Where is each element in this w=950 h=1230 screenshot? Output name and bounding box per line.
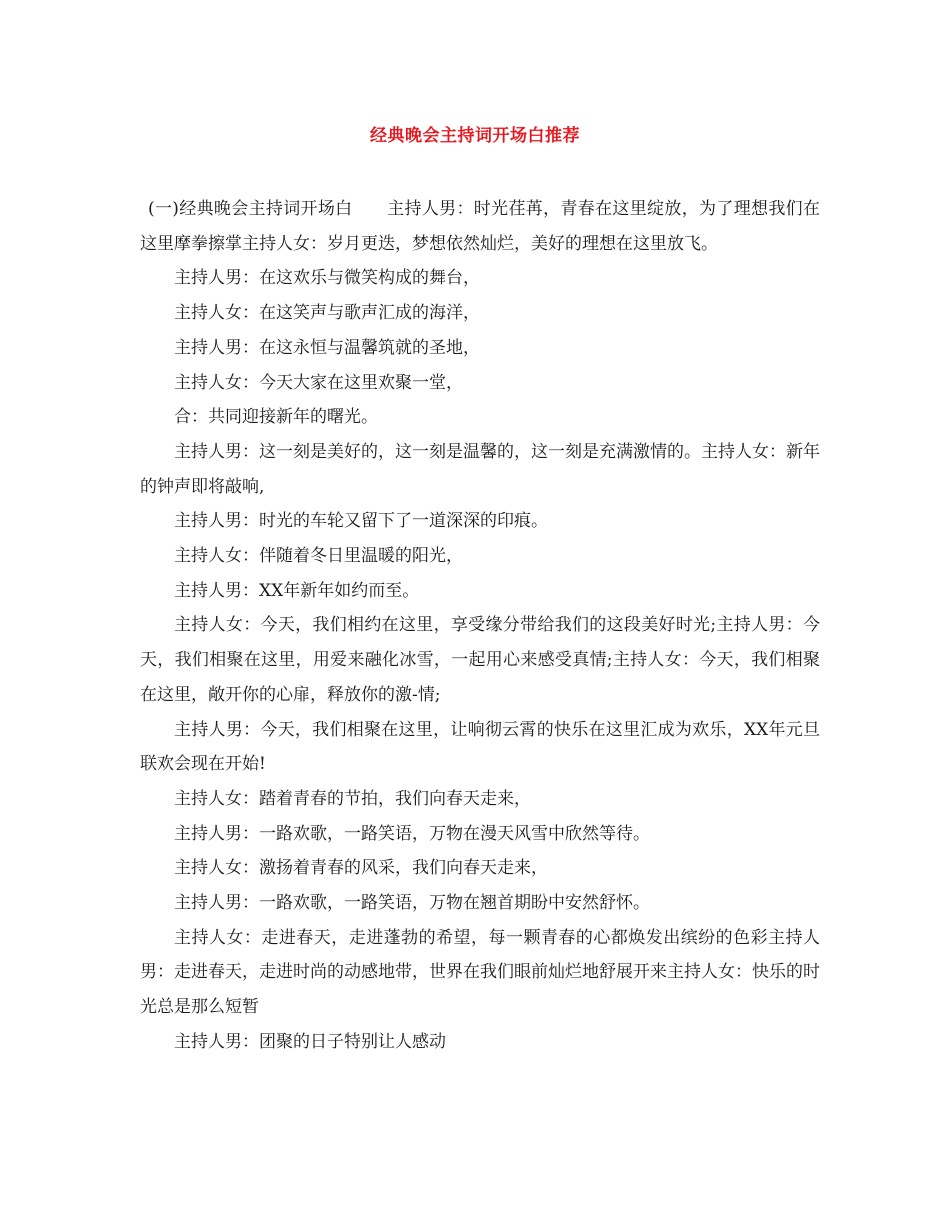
paragraph: 主持人男：在这永恒与温馨筑就的圣地， <box>174 337 480 358</box>
paragraph: 主持人女：伴随着冬日里温暖的阳光， <box>174 546 463 567</box>
paragraph: 主持人男：XX年新年如约而至。 <box>174 580 420 601</box>
paragraph: 主持人男：时光的车轮又留下了一道深深的印痕。 <box>174 511 548 532</box>
paragraph: 主持人女：走进春天，走进蓬勃的希望，每一颗青春的心都焕发出缤纷的色彩主持人男：走进春天，走进时尚的动感地带，世界在我们眼前灿烂地舒展开来主持人女：快乐的时光总是那么短暂 <box>140 927 820 1018</box>
paragraph: 主持人男：今天，我们相聚在这里，让响彻云霄的快乐在这里汇成为欢乐，XX年元旦联欢会现在开始! <box>140 719 820 775</box>
paragraph: 主持人男：一路欢歌，一路笑语，万物在翘首期盼中安然舒怀。 <box>174 893 650 914</box>
paragraph: (一)经典晚会主持词开场白 主持人男：时光荏苒，青春在这里绽放，为了理想我们在这里摩拳擦掌主持人女：岁月更迭，梦想依然灿烂，美好的理想在这里放飞。 <box>140 199 820 254</box>
paragraph: 主持人女：踏着青春的节拍，我们向春天走来， <box>174 788 531 809</box>
paragraph: 主持人男：在这欢乐与微笑构成的舞台， <box>174 268 480 289</box>
paragraph: 主持人男：一路欢歌，一路笑语，万物在漫天风雪中欣然等待。 <box>174 823 650 844</box>
paragraph: 主持人男：团聚的日子特别让人感动 <box>174 1031 446 1052</box>
paragraph: 合：共同迎接新年的曙光。 <box>174 407 378 428</box>
document-title: 经典晚会主持词开场白推荐 <box>370 126 580 146</box>
document-body <box>140 192 820 1060</box>
paragraph: 主持人女：激扬着青春的风采，我们向春天走来， <box>174 858 548 879</box>
paragraph: 主持人男：这一刻是美好的，这一刻是温馨的，这一刻是充满激情的。主持人女：新年的钟声即将敲响, <box>140 441 820 497</box>
paragraph: 主持人女：今天，我们相约在这里，享受缘分带给我们的这段美好时光;主持人男：今天，我们相聚在这里，用爱来融化冰雪，一起用心来感受真情;主持人女：今天，我们相聚在这里，敞开你的心扉，释放你的激-情; <box>140 615 820 705</box>
paragraph: 主持人女：在这笑声与歌声汇成的海洋， <box>174 303 480 324</box>
paragraph: 主持人女：今天大家在这里欢聚一堂， <box>174 372 463 393</box>
